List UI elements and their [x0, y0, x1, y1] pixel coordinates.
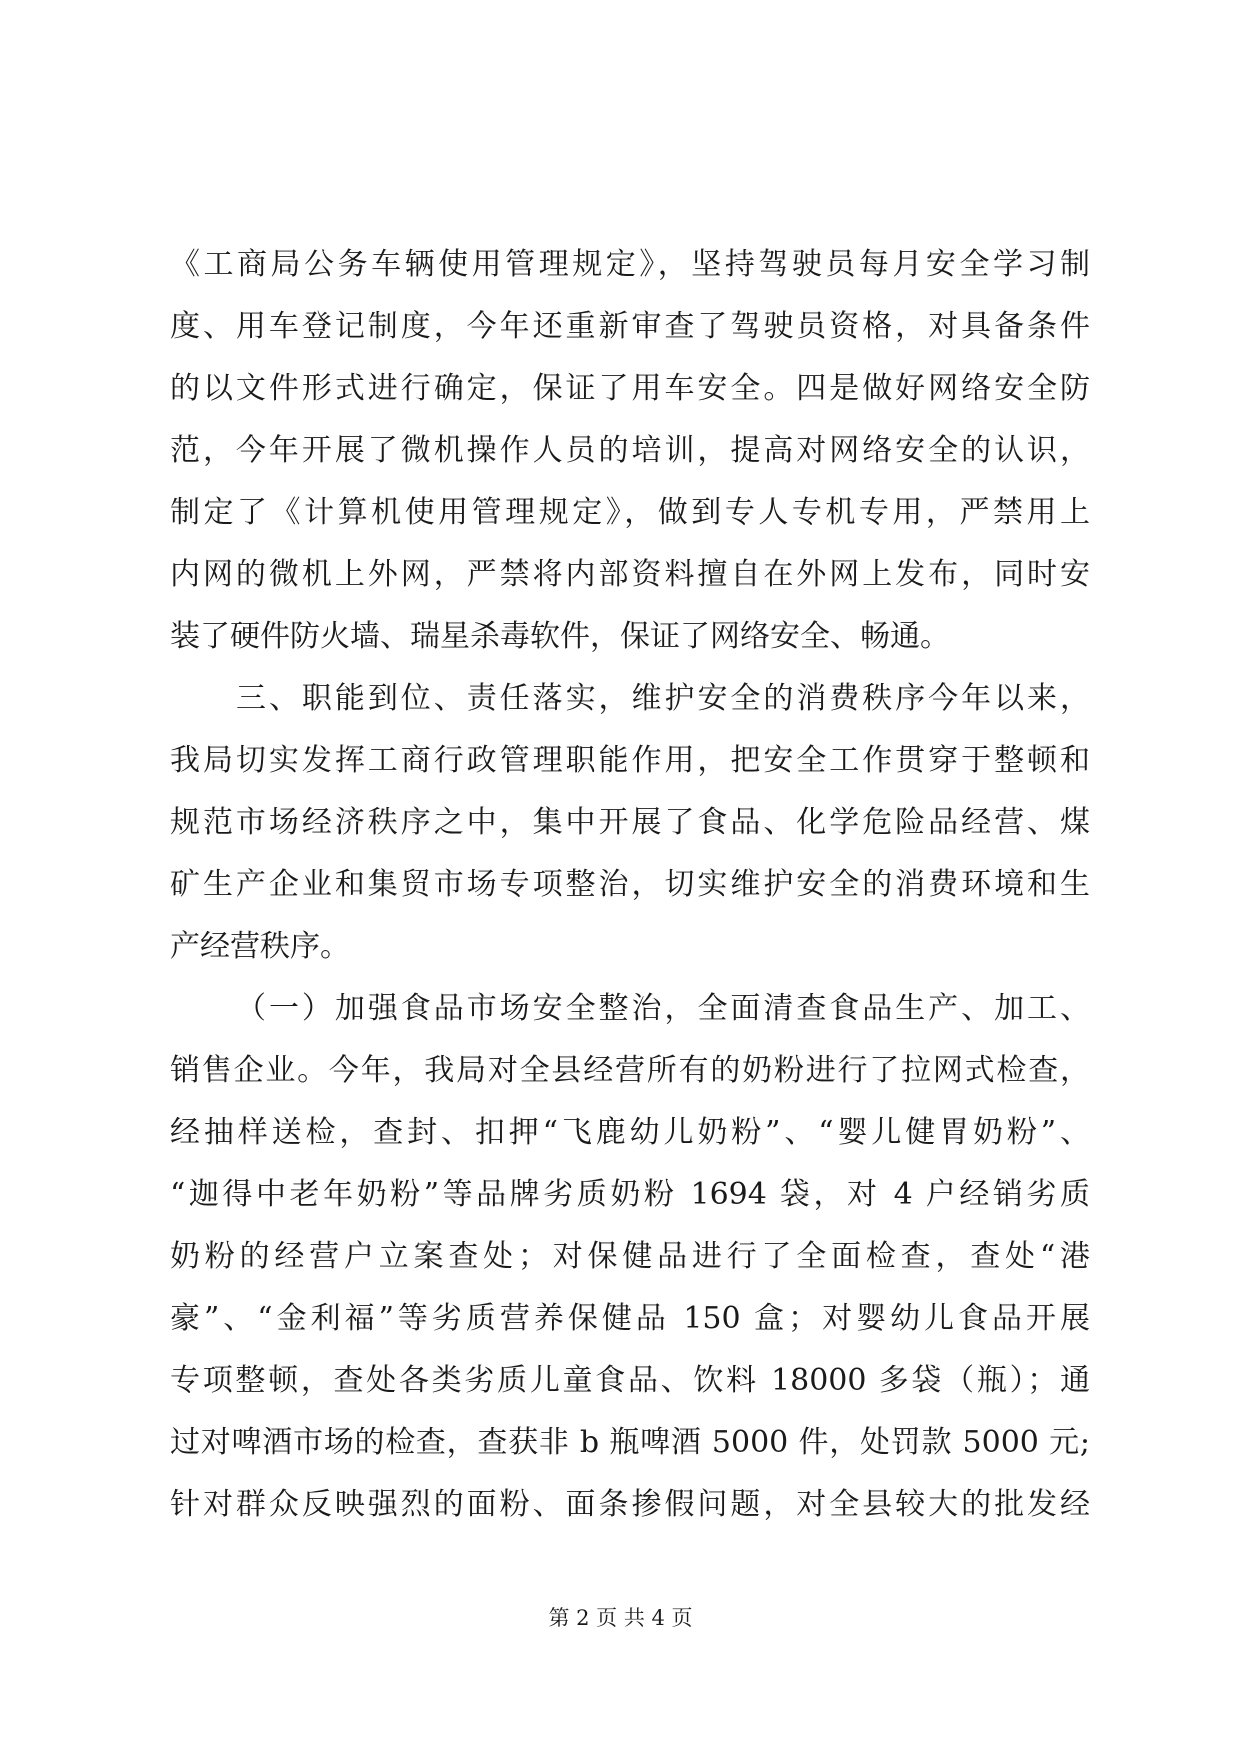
text-line: 专项整顿，查处各类劣质儿童食品、饮料 18000 多袋（瓶）；通: [170, 1363, 1090, 1398]
page-footer: 第 2 页 共 4 页: [548, 1606, 693, 1630]
text-line: 规范市场经济秩序之中，集中开展了食品、化学危险品经营、煤: [170, 805, 1090, 840]
text-line: 销售企业。今年，我局对全县经营所有的奶粉进行了拉网式检查，: [170, 1053, 1090, 1088]
text-line: 矿生产企业和集贸市场专项整治，切实维护安全的消费环境和生: [170, 867, 1090, 902]
text-line: 制定了《计算机使用管理规定》，做到专人专机专用，严禁用上: [170, 495, 1090, 530]
text-line: 的以文件形式进行确定，保证了用车安全。四是做好网络安全防: [170, 371, 1090, 406]
text-line: 内网的微机上外网，严禁将内部资料擅自在外网上发布，同时安: [170, 557, 1090, 592]
text-line: “迦得中老年奶粉”等品牌劣质奶粉 1694 袋，对 4 户经销劣质: [170, 1177, 1090, 1212]
text-line: 度、用车登记制度，今年还重新审查了驾驶员资格，对具备条件: [170, 309, 1090, 344]
document-body: [170, 234, 1090, 1536]
text-line: 范，今年开展了微机操作人员的培训，提高对网络安全的认识，: [170, 433, 1090, 468]
text-line: 装了硬件防火墙、瑞星杀毒软件，保证了网络安全、畅通。: [170, 619, 950, 654]
text-line: 经抽样送检，查封、扣押“飞鹿幼儿奶粉”、“婴儿健胃奶粉”、: [170, 1115, 1090, 1150]
text-line: 针对群众反映强烈的面粉、面条掺假问题，对全县较大的批发经: [170, 1487, 1090, 1522]
text-line: 产经营秩序。: [170, 929, 350, 964]
text-line: 我局切实发挥工商行政管理职能作用，把安全工作贯穿于整顿和: [170, 743, 1090, 778]
text-line: 《工商局公务车辆使用管理规定》，坚持驾驶员每月安全学习制: [170, 247, 1090, 282]
text-line: 奶粉的经营户立案查处；对保健品进行了全面检查，查处“港: [170, 1239, 1090, 1274]
text-line: 豪”、“金利福”等劣质营养保健品 150 盒；对婴幼儿食品开展: [170, 1301, 1090, 1336]
subsection-heading-line: （一）加强食品市场安全整治，全面清查食品生产、加工、: [236, 991, 1090, 1026]
section-heading-line: 三、职能到位、责任落实，维护安全的消费秩序今年以来，: [236, 681, 1090, 716]
text-line: 过对啤酒市场的检查，查获非 b 瓶啤酒 5000 件，处罚款 5000 元;: [170, 1425, 1090, 1460]
